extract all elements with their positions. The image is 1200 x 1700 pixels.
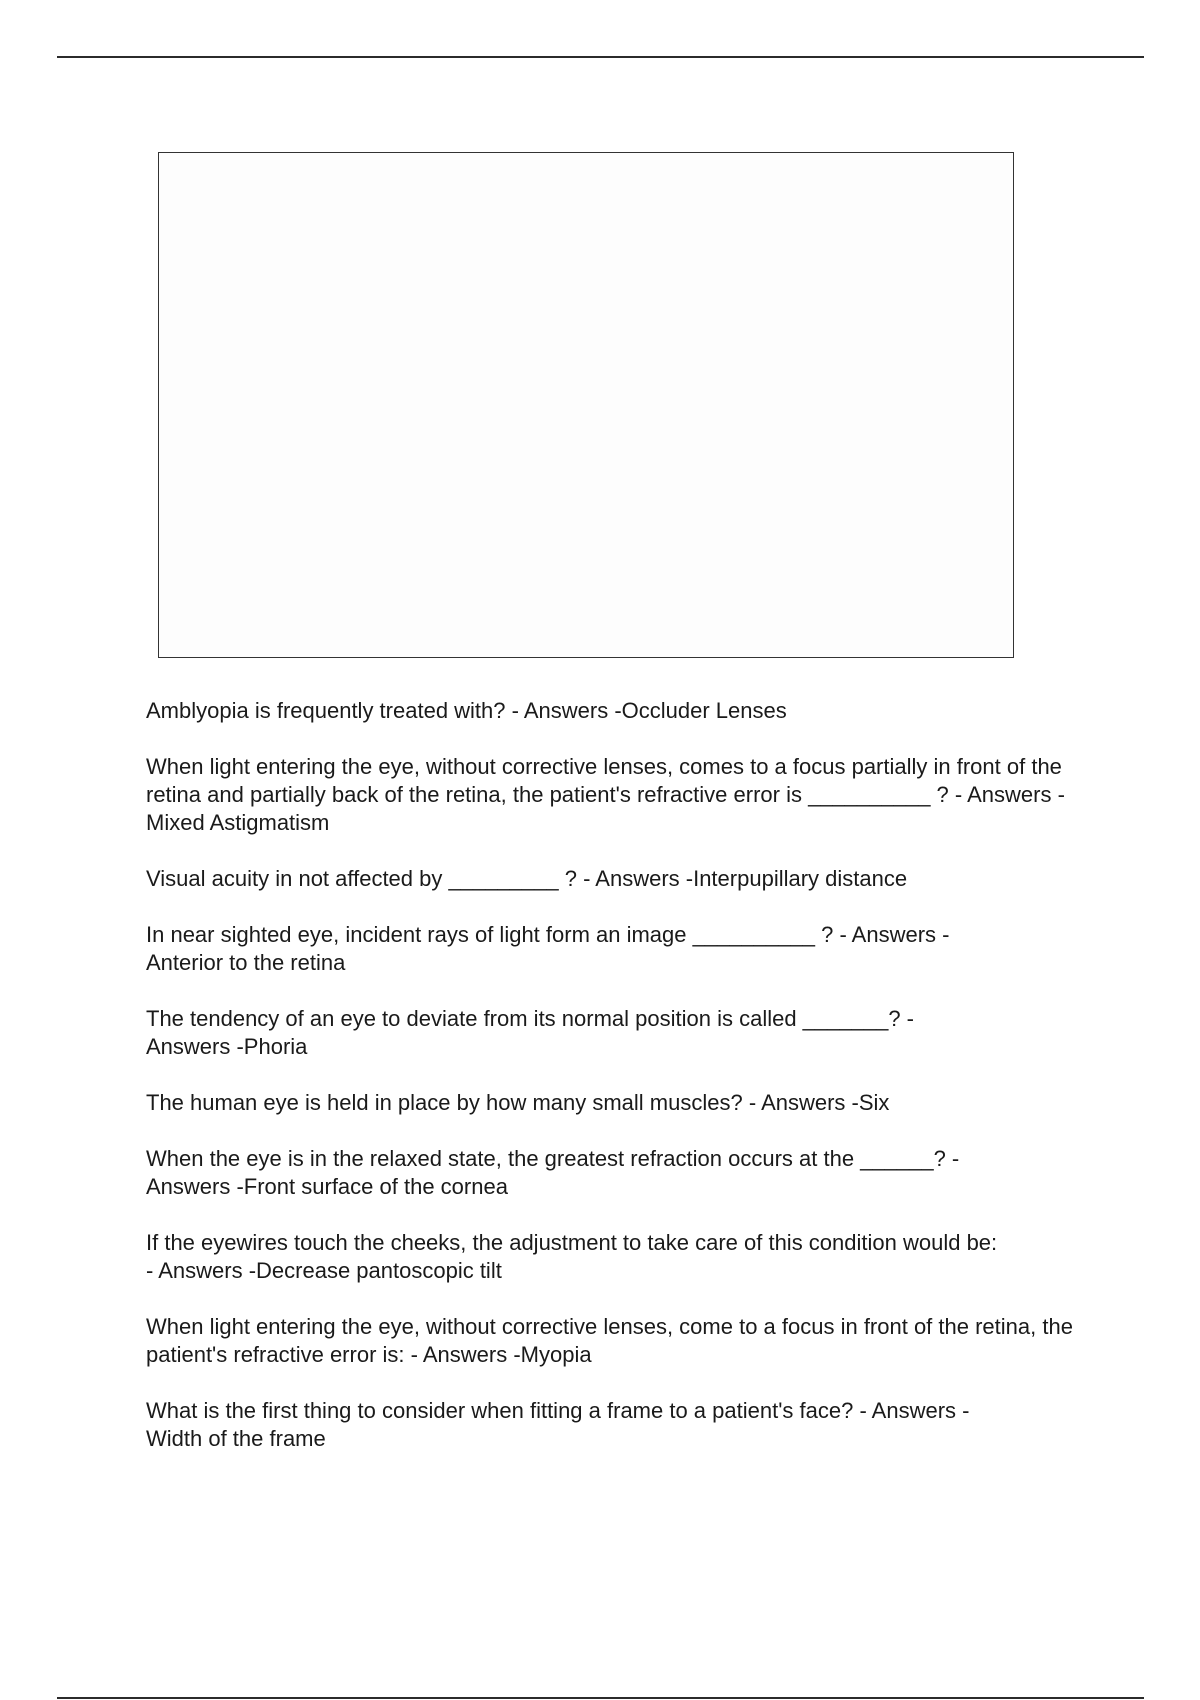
qa-item: What is the first thing to consider when fitting a frame to a patient's face? - Answers - Width of the frame — [146, 1398, 970, 1451]
qa-item: When light entering the eye, without corrective lenses, comes to a focus partially in front of the retina and partially back of the retina, the patient's refractive error is __________ ? - Answers -Mixed Astigmatism — [146, 754, 1069, 835]
qa-item: Visual acuity in not affected by _________ ? - Answers -Interpupillary distance — [146, 866, 908, 891]
footer-rule — [57, 1697, 1144, 1699]
image-placeholder — [158, 152, 1014, 658]
qa-item: Amblyopia is frequently treated with? - Answers -Occluder Lenses — [146, 698, 787, 723]
header-rule — [57, 56, 1144, 58]
qa-item: When the eye is in the relaxed state, the greatest refraction occurs at the ______? - Answers -Front surface of the cornea — [146, 1146, 960, 1199]
qa-item: If the eyewires touch the cheeks, the adjustment to take care of this condition would be: - Answers -Decrease pantoscopic tilt — [146, 1230, 998, 1283]
qa-list — [146, 697, 1096, 1481]
qa-item: When light entering the eye, without corrective lenses, come to a focus in front of the retina, the patient's refractive error is: - Answers -Myopia — [146, 1314, 1080, 1367]
qa-item: The human eye is held in place by how many small muscles? - Answers -Six — [146, 1090, 890, 1115]
qa-item: The tendency of an eye to deviate from its normal position is called _______? - Answers -Phoria — [146, 1006, 915, 1059]
qa-item: In near sighted eye, incident rays of light form an image __________ ? - Answers - Anterior to the retina — [146, 922, 950, 975]
